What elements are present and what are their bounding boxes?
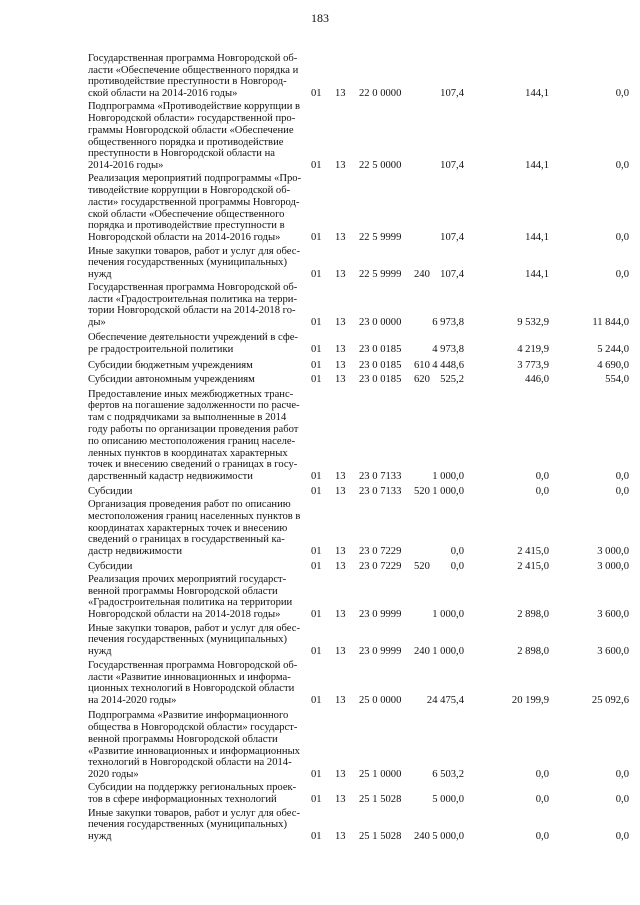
row-target-code: 23 0 7133 — [359, 471, 402, 483]
row-value-1: 5 000,0 — [432, 794, 464, 806]
row-chapter: 01 — [311, 546, 322, 558]
row-value-2: 3 773,9 — [517, 360, 549, 372]
row-expense-type: 240 — [414, 269, 430, 281]
row-chapter: 01 — [311, 486, 322, 498]
row-expense-type: 520 — [414, 561, 430, 573]
row-value-2: 0,0 — [535, 486, 549, 498]
row-name: Государственная программа Новгородской об- ласти «Развитие инновационных и информа- ционных технологий в Новгородской области на 2014-2020 годы» — [88, 659, 298, 707]
row-name: Обеспечение деятельности учреждений в сфе- ре градостроительной политики — [88, 332, 298, 356]
row-target-code: 22 5 9999 — [359, 232, 402, 244]
row-name: Реализация прочих мероприятий государст- венной программы Новгородской области «Градостроительная политика на территории Новгородской области на 2014-2018 годы» — [88, 573, 293, 621]
row-value-3: 0,0 — [615, 471, 629, 483]
row-section: 13 — [335, 646, 346, 658]
row-value-1: 5 000,0 — [432, 831, 464, 843]
row-target-code: 23 0 7229 — [359, 561, 402, 573]
page-number: 183 — [311, 11, 329, 25]
row-target-code: 23 0 7133 — [359, 486, 402, 498]
row-section: 13 — [335, 160, 346, 172]
row-value-1: 107,4 — [440, 88, 464, 100]
row-section: 13 — [335, 794, 346, 806]
row-chapter: 01 — [311, 269, 322, 281]
table-row — [0, 38, 640, 100]
row-name: Организация проведения работ по описанию местоположения границ населенных пунктов в координатах характерных точек и внесению сведений о границах в государственный ка- дастр недвижимости — [88, 499, 301, 558]
row-value-1: 1 000,0 — [432, 609, 464, 621]
row-target-code: 25 1 0000 — [359, 769, 402, 781]
table-row — [0, 329, 640, 356]
row-section: 13 — [335, 546, 346, 558]
row-section: 13 — [335, 695, 346, 707]
row-value-2: 4 219,9 — [517, 344, 549, 356]
row-value-3: 554,0 — [605, 374, 629, 386]
row-name: Государственная программа Новгородской об- ласти «Градостроительная политика на терри- тории Новгородской области на 2014-2018 го- ды» — [88, 281, 298, 329]
table-row — [0, 498, 640, 558]
row-section: 13 — [335, 374, 346, 386]
row-value-3: 4 690,0 — [597, 360, 629, 372]
row-name: Реализация мероприятий подпрограммы «Про- тиводействие коррупции в Новгородской об- ласти» государственной программы Новгород- ской области «Обеспечение общественного порядка и противодействие преступности в Новгородской области на 2014-2016 годы» — [88, 173, 302, 244]
row-value-1: 24 475,4 — [426, 695, 464, 707]
row-value-3: 3 600,0 — [597, 646, 629, 658]
row-target-code: 23 0 0185 — [359, 344, 402, 356]
row-name: Подпрограмма «Развитие информационного общества в Новгородской области» государст- венной программы Новгородской области «Развитие инновационных и информационных технологий в Новгородской области на 2014- 2020 годы» — [88, 710, 300, 781]
row-value-1: 107,4 — [440, 160, 464, 172]
row-value-2: 2 415,0 — [517, 561, 549, 573]
row-section: 13 — [335, 609, 346, 621]
row-chapter: 01 — [311, 160, 322, 172]
row-target-code: 22 5 9999 — [359, 269, 402, 281]
row-value-1: 1 000,0 — [432, 471, 464, 483]
row-value-3: 0,0 — [615, 794, 629, 806]
row-value-3: 0,0 — [615, 160, 629, 172]
row-value-2: 2 898,0 — [517, 609, 549, 621]
row-target-code: 23 0 9999 — [359, 609, 402, 621]
table-row — [0, 558, 640, 573]
table-row — [0, 372, 640, 386]
row-chapter: 01 — [311, 646, 322, 658]
row-expense-type: 520 — [414, 486, 430, 498]
row-value-3: 3 000,0 — [597, 546, 629, 558]
row-value-3: 0,0 — [615, 88, 629, 100]
row-chapter: 01 — [311, 695, 322, 707]
table-row — [0, 356, 640, 372]
table-row — [0, 806, 640, 843]
row-value-1: 4 448,6 — [432, 360, 464, 372]
row-value-1: 1 000,0 — [432, 486, 464, 498]
table-row — [0, 386, 640, 483]
row-value-2: 0,0 — [535, 769, 549, 781]
row-value-1: 4 973,8 — [432, 344, 464, 356]
row-value-3: 0,0 — [615, 232, 629, 244]
row-chapter: 01 — [311, 344, 322, 356]
row-target-code: 25 1 5028 — [359, 794, 402, 806]
table-row — [0, 100, 640, 172]
row-value-1: 107,4 — [440, 269, 464, 281]
row-chapter: 01 — [311, 317, 322, 329]
row-value-2: 144,1 — [525, 232, 549, 244]
row-name: Предоставление иных межбюджетных транс- фертов на погашение задолженности по расче- там с подрядчиками за выполненные в 2014 году работы по организации проведения работ по описанию местоположения границ населе- ленных пунктов в координатах характерных точек и внесению сведений о границах в госу- дарственный кадастр недвижимости — [88, 388, 300, 483]
row-section: 13 — [335, 344, 346, 356]
row-value-3: 3 600,0 — [597, 609, 629, 621]
table-row — [0, 172, 640, 244]
row-value-3: 11 844,0 — [592, 317, 629, 329]
row-section: 13 — [335, 317, 346, 329]
row-value-3: 0,0 — [615, 269, 629, 281]
row-section: 13 — [335, 486, 346, 498]
row-target-code: 23 0 0185 — [359, 374, 402, 386]
row-section: 13 — [335, 360, 346, 372]
row-target-code: 22 0 0000 — [359, 88, 402, 100]
row-value-2: 9 532,9 — [517, 317, 549, 329]
row-chapter: 01 — [311, 769, 322, 781]
row-section: 13 — [335, 769, 346, 781]
row-target-code: 25 1 5028 — [359, 831, 402, 843]
row-value-3: 0,0 — [615, 769, 629, 781]
row-expense-type: 610 — [414, 360, 430, 372]
row-target-code: 23 0 7229 — [359, 546, 402, 558]
row-chapter: 01 — [311, 794, 322, 806]
row-chapter: 01 — [311, 232, 322, 244]
row-value-1: 107,4 — [440, 232, 464, 244]
row-value-3: 3 000,0 — [597, 561, 629, 573]
table-row — [0, 573, 640, 621]
row-value-2: 446,0 — [525, 374, 549, 386]
row-value-3: 5 244,0 — [597, 344, 629, 356]
row-chapter: 01 — [311, 360, 322, 372]
row-name: Субсидии — [88, 486, 133, 498]
row-name: Подпрограмма «Противодействие коррупции в Новгородской области» государственной про- граммы Новгородской области «Обеспечение общественного порядка и противодействие преступности в Новгородской области на 2014-2016 годы» — [88, 101, 301, 172]
table-row — [0, 621, 640, 658]
row-target-code: 25 0 0000 — [359, 695, 402, 707]
row-value-1: 525,2 — [440, 374, 464, 386]
row-value-2: 2 415,0 — [517, 546, 549, 558]
row-section: 13 — [335, 561, 346, 573]
budget-table — [0, 38, 640, 843]
row-chapter: 01 — [311, 831, 322, 843]
row-value-2: 0,0 — [535, 831, 549, 843]
row-value-1: 6 973,8 — [432, 317, 464, 329]
table-row — [0, 658, 640, 707]
row-section: 13 — [335, 269, 346, 281]
row-chapter: 01 — [311, 374, 322, 386]
row-value-3: 0,0 — [615, 831, 629, 843]
row-name: Субсидии на поддержку региональных проек- тов в сфере информационных технологий — [88, 782, 297, 806]
row-value-1: 6 503,2 — [432, 769, 464, 781]
row-section: 13 — [335, 471, 346, 483]
row-chapter: 01 — [311, 88, 322, 100]
row-expense-type: 240 — [414, 831, 430, 843]
row-value-1: 1 000,0 — [432, 646, 464, 658]
row-value-2: 0,0 — [535, 471, 549, 483]
row-chapter: 01 — [311, 561, 322, 573]
row-chapter: 01 — [311, 471, 322, 483]
row-value-2: 144,1 — [525, 160, 549, 172]
row-expense-type: 620 — [414, 374, 430, 386]
row-value-3: 25 092,6 — [591, 695, 629, 707]
row-section: 13 — [335, 88, 346, 100]
table-row — [0, 244, 640, 281]
table-row — [0, 781, 640, 806]
table-row — [0, 281, 640, 329]
table-row — [0, 483, 640, 498]
row-name: Субсидии — [88, 561, 133, 573]
row-chapter: 01 — [311, 609, 322, 621]
row-expense-type: 240 — [414, 646, 430, 658]
row-name: Субсидии автономным учреждениям — [88, 374, 255, 386]
row-value-2: 0,0 — [535, 794, 549, 806]
row-value-1: 0,0 — [450, 546, 464, 558]
table-row — [0, 707, 640, 781]
row-section: 13 — [335, 831, 346, 843]
row-name: Субсидии бюджетным учреждениям — [88, 360, 253, 372]
row-value-2: 2 898,0 — [517, 646, 549, 658]
row-value-2: 20 199,9 — [511, 695, 549, 707]
row-value-3: 0,0 — [615, 486, 629, 498]
row-target-code: 22 5 0000 — [359, 160, 402, 172]
row-target-code: 23 0 9999 — [359, 646, 402, 658]
row-target-code: 23 0 0000 — [359, 317, 402, 329]
row-name: Иные закупки товаров, работ и услуг для обес- печения государственных (муниципальных) нужд — [88, 807, 301, 843]
row-value-1: 0,0 — [450, 561, 464, 573]
row-section: 13 — [335, 232, 346, 244]
row-target-code: 23 0 0185 — [359, 360, 402, 372]
row-value-2: 144,1 — [525, 269, 549, 281]
row-name: Государственная программа Новгородской об- ласти «Обеспечение общественного порядка и противодействие преступности в Новгород- ской области на 2014-2016 годы» — [88, 52, 299, 100]
row-value-2: 144,1 — [525, 88, 549, 100]
row-name: Иные закупки товаров, работ и услуг для обес- печения государственных (муниципальных) нужд — [88, 245, 301, 281]
row-name: Иные закупки товаров, работ и услуг для обес- печения государственных (муниципальных) нужд — [88, 622, 301, 658]
